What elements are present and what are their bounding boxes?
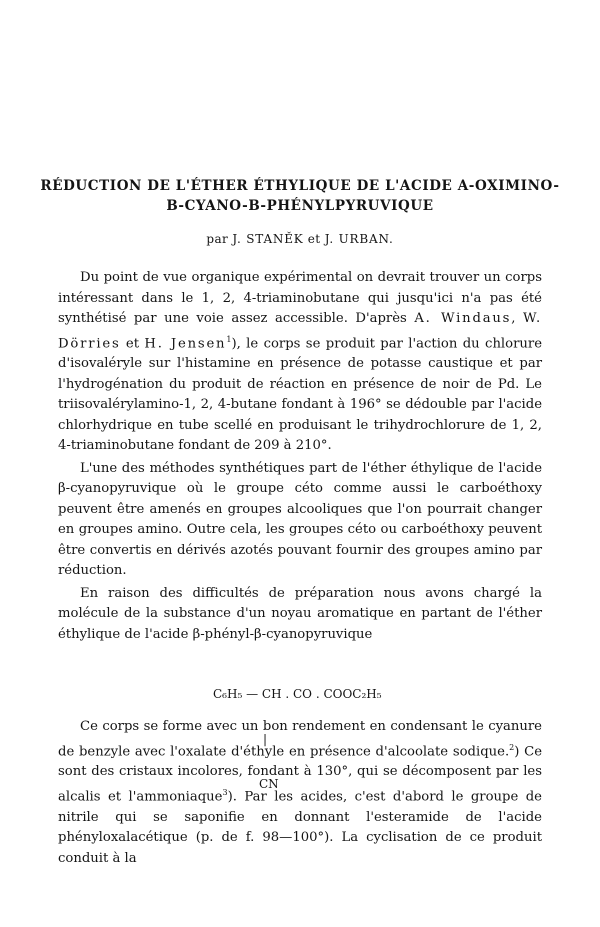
formula-substituent: CN bbox=[259, 777, 279, 791]
paragraph-4-text-end: ). Par les acides, c'est d'abord le groupe de nitrile qui se saponifie en donnant l'esteramide de l'acide phényloxalacétique (p. de f. 98—100°). La cyclisation de ce produit conduit à la bbox=[58, 789, 542, 866]
footnote-ref-2: 2 bbox=[509, 742, 515, 752]
cited-author-jensen: H. Jensen bbox=[144, 335, 227, 351]
paragraph-1-text: Du point de vue organique expérimental on devrait trouver un corps intéressant dans le 1, 2, 4-triaminobutane qui jusqu'ici n'a pas été synthétisé par une voie assez accessible. D'après bbox=[58, 270, 542, 326]
byline-prefix: par bbox=[206, 232, 229, 246]
article-title bbox=[0, 176, 600, 216]
formula-bond: | bbox=[263, 732, 268, 746]
separator: et bbox=[120, 335, 145, 351]
formula-main-chain: C₆H₅ — CH . CO . COOC₂H₅ bbox=[213, 687, 382, 701]
footnote-ref-3: 3 bbox=[222, 787, 228, 797]
title-line-2: Β-CYANO-Β-PHÉNYLPYRUVIQUE bbox=[166, 198, 434, 214]
cited-author-dorries: W. Dörries bbox=[58, 311, 542, 351]
paragraph-4-text: Ce corps se forme avec un bon rendement en condensant le cyanure de benzyle avec l'oxalate d'éthyle en présence d'alcoolate sodique. bbox=[58, 719, 542, 759]
author-byline bbox=[0, 232, 600, 246]
paragraph-1-text-continued: ), le corps se produit par l'action du chlorure d'isovaléryle sur l'histamine en présence de potasse caustique et par l'hydrogénation du produit de réaction en présence de noir de Pd. Le triisovalérylamino-1, 2, 4-butane fondant à 196° se dédouble par l'acide chlorhydrique en tube scellé en produisant le trihydrochlorure de 1, 2, 4-triaminobutane fondant de 209 à 210°. bbox=[58, 335, 542, 454]
author-1: J. STANĚK bbox=[232, 232, 304, 246]
paragraph-1 bbox=[58, 268, 542, 457]
author-2: J. URBAN. bbox=[324, 232, 394, 246]
article-body-top bbox=[58, 268, 542, 645]
title-line-1: RÉDUCTION DE L'ÉTHER ÉTHYLIQUE DE L'ACIDE Α-OXIMINO- bbox=[40, 178, 560, 194]
separator: , bbox=[511, 311, 523, 326]
paragraph-4 bbox=[58, 717, 542, 869]
footnote-ref-1: 1 bbox=[226, 334, 232, 344]
article-body-bottom bbox=[58, 717, 542, 869]
cited-author-windaus: A. Windaus bbox=[414, 311, 512, 326]
paragraph-2: L'une des méthodes synthétiques part de l'éther éthylique de l'acide β-cyanopyruvique où le groupe céto comme aussi le carboéthoxy peuvent être amenés en groupes alcooliques que l'on pourrait changer en groupes amino. Outre cela, les groupes céto ou carboéthoxy peuvent être convertis en dérivés azotés pouvant fournir des groupes amino par réduction. bbox=[58, 460, 542, 579]
paragraph-4-text-continued: ) Ce sont des cristaux incolores, fondant à 130°, qui se décomposent par les alcalis et l'ammoniaque bbox=[58, 743, 543, 805]
paragraph-3: En raison des difficultés de préparation nous avons chargé la molécule de la substance d'un noyau aromatique en partant de l'éther éthylique de l'acide β-phényl-β-cyanopyruvique bbox=[58, 585, 542, 642]
byline-conjunction: et bbox=[307, 232, 321, 246]
